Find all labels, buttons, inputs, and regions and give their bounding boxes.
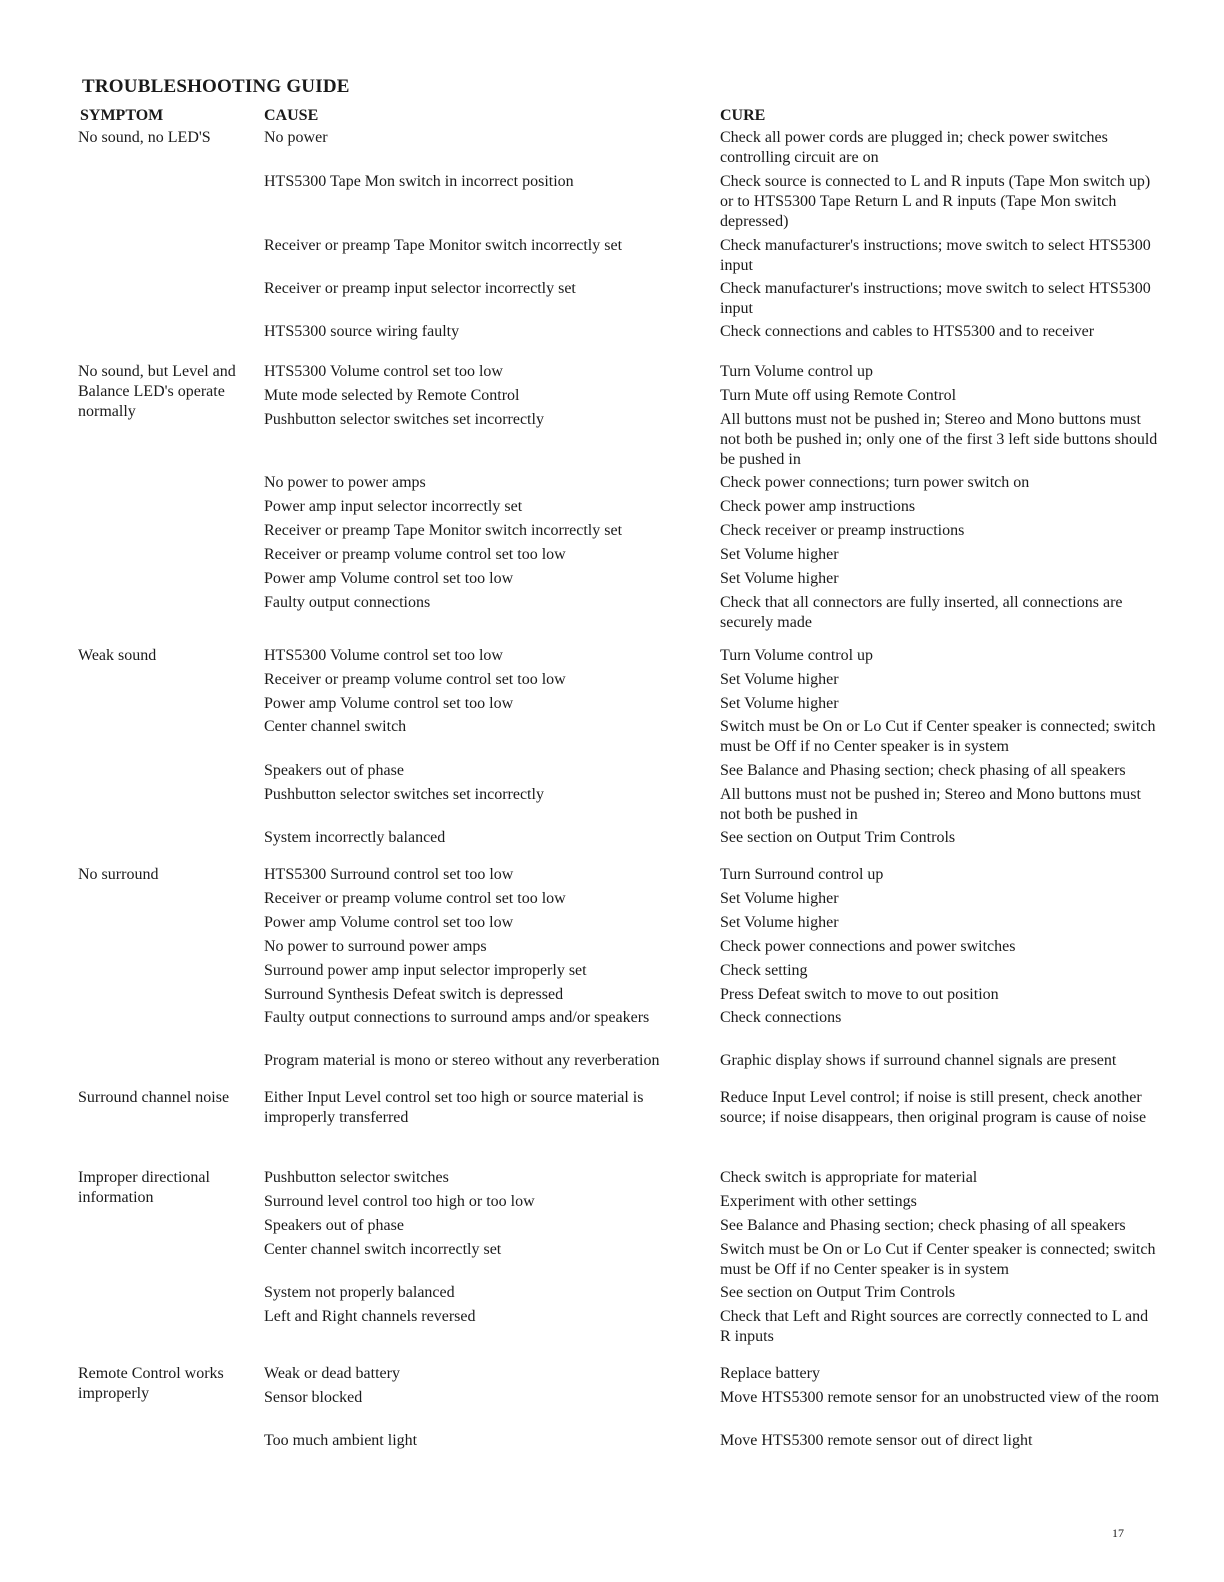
cure-cell: Check that all connectors are fully inserted, all connections are securely made [720,594,1123,631]
cause-cell: Speakers out of phase [264,762,404,779]
cure-cell: Switch must be On or Lo Cut if Center speaker is connected; switch must be Off if no Center speaker is in system [720,1241,1156,1278]
cure-cell: Set Volume higher [720,546,839,563]
cause-cell: HTS5300 source wiring faulty [264,323,460,340]
cause-cell: Center channel switch incorrectly set [264,1241,502,1258]
cause-cell: No power to surround power amps [264,938,487,955]
cause-cell: Power amp Volume control set too low [264,695,514,712]
cause-cell: Program material is mono or stereo without any reverberation [264,1052,660,1069]
cause-cell: Center channel switch [264,718,407,735]
cure-cell: Check power connections and power switches [720,938,1016,955]
symptom-cell: Surround channel noise [78,1089,230,1106]
page-title: TROUBLESHOOTING GUIDE [82,76,350,97]
cause-cell: Receiver or preamp input selector incorrectly set [264,280,576,297]
cause-cell: System incorrectly balanced [264,829,446,846]
cure-cell: Check receiver or preamp instructions [720,522,965,539]
cure-cell: Reduce Input Level control; if noise is still present, check another source; if noise disappears, then original program is cause of noise [720,1089,1147,1126]
cure-cell: Set Volume higher [720,914,839,931]
cause-cell: Surround power amp input selector improperly set [264,962,587,979]
cure-cell: See section on Output Trim Controls [720,829,956,846]
cause-cell: Faulty output connections to surround amps and/or speakers [264,1009,650,1026]
cure-cell: Check manufacturer's instructions; move switch to select HTS5300 input [720,237,1151,274]
cause-cell: Receiver or preamp Tape Monitor switch incorrectly set [264,522,623,539]
cause-cell: Pushbutton selector switches [264,1169,449,1186]
cure-cell: Check switch is appropriate for material [720,1169,978,1186]
symptom-cell: No sound, but Level and Balance LED's operate normally [78,363,236,420]
cure-cell: Set Volume higher [720,890,839,907]
header-cure: CURE [720,107,766,124]
cure-cell: Turn Mute off using Remote Control [720,387,957,404]
cure-cell: Set Volume higher [720,671,839,688]
cause-cell: Weak or dead battery [264,1365,400,1382]
cure-cell: Move HTS5300 remote sensor for an unobstructed view of the room [720,1389,1160,1406]
cure-cell: Graphic display shows if surround channel signals are present [720,1052,1117,1069]
cure-cell: Check source is connected to L and R inputs (Tape Mon switch up) or to HTS5300 Tape Return L and R inputs (Tape Mon switch depressed) [720,173,1151,230]
cause-cell: Receiver or preamp Tape Monitor switch incorrectly set [264,237,623,254]
cause-cell: No power [264,129,328,146]
cause-cell: Too much ambient light [264,1432,418,1449]
cure-cell: Check connections and cables to HTS5300 and to receiver [720,323,1095,340]
cause-cell: HTS5300 Tape Mon switch in incorrect position [264,173,574,190]
page-number: 17 [1112,1526,1124,1540]
cause-cell: Receiver or preamp volume control set too low [264,546,566,563]
cause-cell: Pushbutton selector switches set incorrectly [264,411,544,428]
cure-cell: See section on Output Trim Controls [720,1284,956,1301]
cure-cell: Check that Left and Right sources are correctly connected to L and R inputs [720,1308,1149,1345]
cure-cell: Set Volume higher [720,695,839,712]
cure-cell: All buttons must not be pushed in; Stereo and Mono buttons must not both be pushed in [720,786,1141,823]
symptom-cell: Improper directional information [78,1169,210,1206]
cure-cell: Set Volume higher [720,570,839,587]
cure-cell: Press Defeat switch to move to out position [720,986,999,1003]
cure-cell: Turn Surround control up [720,866,884,883]
cure-cell: Check power connections; turn power switch on [720,474,1030,491]
cause-cell: Power amp input selector incorrectly set [264,498,523,515]
cause-cell: Sensor blocked [264,1389,363,1406]
cure-cell: See Balance and Phasing section; check phasing of all speakers [720,1217,1126,1234]
cause-cell: Power amp Volume control set too low [264,914,514,931]
cause-cell: No power to power amps [264,474,426,491]
symptom-cell: Remote Control works improperly [78,1365,224,1402]
cure-cell: Switch must be On or Lo Cut if Center speaker is connected; switch must be Off if no Center speaker is in system [720,718,1156,755]
cause-cell: Speakers out of phase [264,1217,404,1234]
header-cause: CAUSE [264,107,319,124]
cure-cell: See Balance and Phasing section; check phasing of all speakers [720,762,1126,779]
cure-cell: Check all power cords are plugged in; check power switches controlling circuit are on [720,129,1108,166]
cure-cell: Check connections [720,1009,842,1026]
cause-cell: Receiver or preamp volume control set too low [264,671,566,688]
cause-cell: Pushbutton selector switches set incorrectly [264,786,544,803]
cause-cell: Mute mode selected by Remote Control [264,387,520,404]
header-symptom: SYMPTOM [80,107,164,124]
cure-cell: Check manufacturer's instructions; move switch to select HTS5300 input [720,280,1151,317]
cause-cell: HTS5300 Volume control set too low [264,647,503,664]
cause-cell: Either Input Level control set too high or source material is improperly transferred [264,1089,644,1126]
cure-cell: Turn Volume control up [720,363,874,380]
cure-cell: All buttons must not be pushed in; Stereo and Mono buttons must not both be pushed in; only one of the first 3 left side buttons should be pushed in [720,411,1158,468]
cause-cell: Left and Right channels reversed [264,1308,476,1325]
cure-cell: Move HTS5300 remote sensor out of direct light [720,1432,1033,1449]
cause-cell: HTS5300 Surround control set too low [264,866,514,883]
cause-cell: Receiver or preamp volume control set too low [264,890,566,907]
cause-cell: System not properly balanced [264,1284,455,1301]
cure-cell: Experiment with other settings [720,1193,917,1210]
symptom-cell: Weak sound [78,647,157,664]
cause-cell: Power amp Volume control set too low [264,570,514,587]
symptom-cell: No surround [78,866,159,883]
cure-cell: Turn Volume control up [720,647,874,664]
cure-cell: Replace battery [720,1365,820,1382]
cure-cell: Check power amp instructions [720,498,916,515]
symptom-cell: No sound, no LED'S [78,129,211,146]
cause-cell: Surround level control too high or too low [264,1193,535,1210]
cause-cell: Surround Synthesis Defeat switch is depressed [264,986,564,1003]
cause-cell: Faulty output connections [264,594,431,611]
cause-cell: HTS5300 Volume control set too low [264,363,503,380]
cure-cell: Check setting [720,962,808,979]
